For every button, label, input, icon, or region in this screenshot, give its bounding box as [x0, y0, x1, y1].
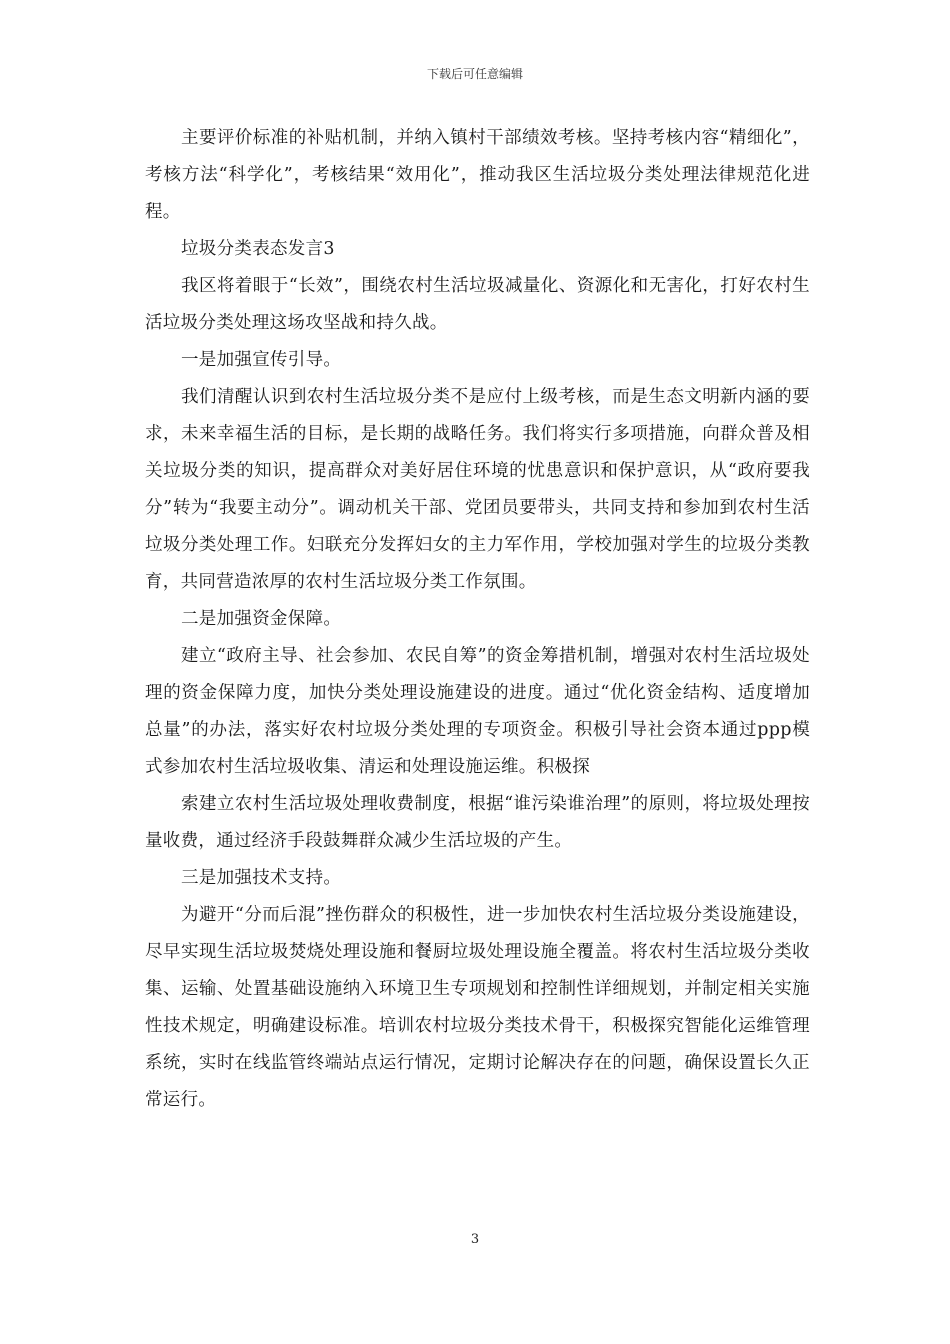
paragraph-intro: 我区将着眼于“长效”，围绕农村生活垃圾减量化、资源化和无害化，打好农村生活垃圾分类处理这场攻坚战和持久战。: [145, 276, 810, 333]
section-title: 垃圾分类表态发言3: [181, 239, 335, 259]
heading-funding: 二是加强资金保障。: [181, 609, 342, 629]
paragraph-technology: 为避开“分而后混”挫伤群众的积极性，进一步加快农村生活垃圾分类设施建设，尽早实现生活垃圾焚烧处理设施和餐厨垃圾处理设施全覆盖。将农村生活垃圾分类收集、运输、处置基础设施纳入环境卫生专项规划和控制性详细规划，并制定相关实施性技术规定，明确建设标准。培训农村垃圾分类技术骨干，积极探究智能化运维管理系统，实时在线监管终端站点运行情况，定期讨论解决存在的问题，确保设置长久正常运行。: [145, 905, 810, 1110]
paragraph-funding: 建立“政府主导、社会参加、农民自筹”的资金筹措机制，增强对农村生活垃圾处理的资金保障力度，加快分类处理设施建设的进度。通过“优化资金结构、适度增加总量”的办法，落实好农村垃圾分类处理的专项资金。积极引导社会资本通过ppp模式参加农村生活垃圾收集、清运和处理设施运维。积极探: [145, 646, 810, 777]
heading-technology: 三是加强技术支持。: [181, 868, 342, 888]
paragraph-fee-system: 索建立农村生活垃圾处理收费制度，根据“谁污染谁治理”的原则，将垃圾处理按量收费，通过经济手段鼓舞群众减少生活垃圾的产生。: [145, 794, 810, 851]
paragraph-publicity: 我们清醒认识到农村生活垃圾分类不是应付上级考核，而是生态文明新内涵的要求，未来幸福生活的目标，是长期的战略任务。我们将实行多项措施，向群众普及相关垃圾分类的知识，提高群众对美好居住环境的忧患意识和保护意识，从“政府要我分”转为“我要主动分”。调动机关干部、党团员要带头，共同支持和参加到农村生活垃圾分类处理工作。妇联充分发挥妇女的主力军作用，学校加强对学生的垃圾分类教育，共同营造浓厚的农村生活垃圾分类工作氛围。: [145, 387, 810, 592]
document-body: [145, 120, 810, 1119]
heading-publicity: 一是加强宣传引导。: [181, 350, 342, 370]
page-number: 3: [470, 1232, 480, 1247]
page-header: 下载后可任意编辑: [426, 67, 523, 81]
paragraph-evaluation-mechanism: 主要评价标准的补贴机制，并纳入镇村干部绩效考核。坚持考核内容“精细化”，考核方法“科学化”，考核结果“效用化”，推动我区生活垃圾分类处理法律规范化进程。: [145, 128, 810, 222]
